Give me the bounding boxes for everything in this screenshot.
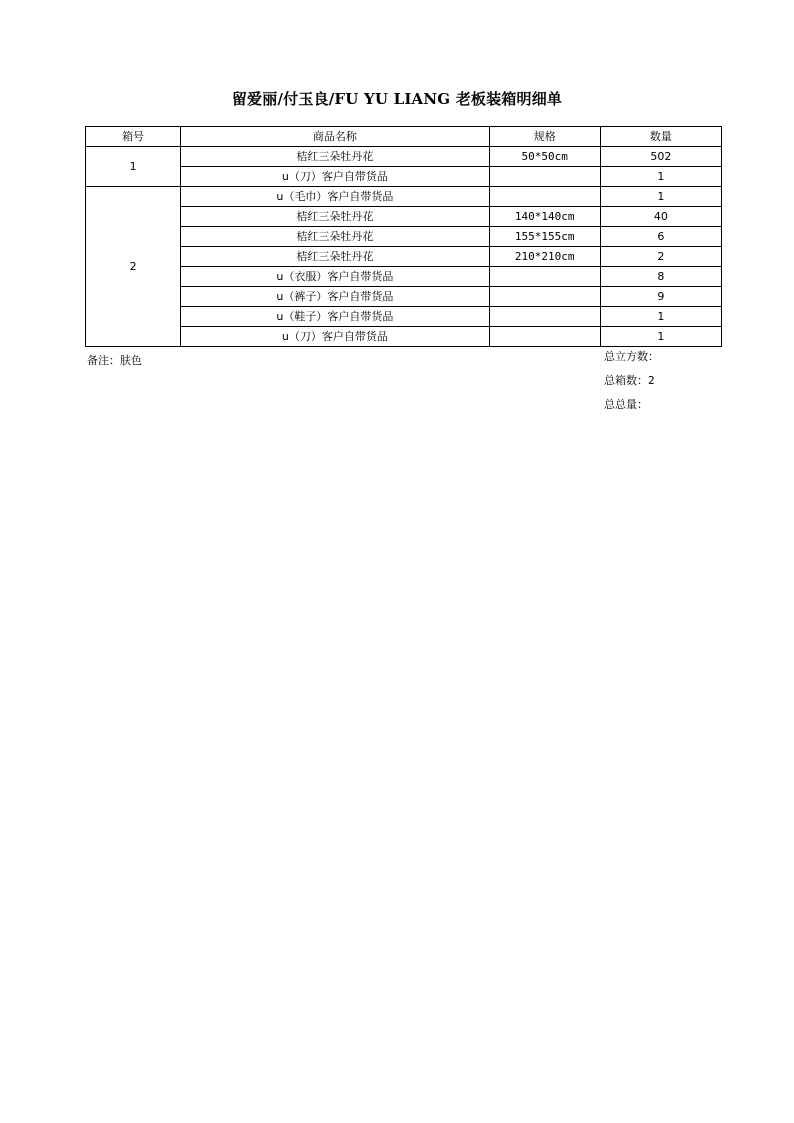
quantity-cell: 40 [600,207,721,227]
remark-label: 备注： [87,354,120,367]
total-boxes [604,374,659,398]
product-name-cell: u（毛巾）客户自带货品 [181,187,489,207]
product-name-cell: u（刀）客户自带货品 [181,327,489,347]
product-name-cell: u（衣服）客户自带货品 [181,267,489,287]
table-row [86,207,722,227]
quantity-cell: 1 [600,167,721,187]
table-row [86,307,722,327]
total-boxes-label: 总箱数： [604,374,648,387]
table-row [86,327,722,347]
quantity-cell: 9 [600,287,721,307]
table-row [86,187,722,207]
quantity-cell: 1 [600,187,721,207]
table-row [86,247,722,267]
quantity-cell: 2 [600,247,721,267]
table-row [86,227,722,247]
quantity-cell: 1 [600,307,721,327]
product-name-cell: 桔红三朵牡丹花 [181,147,489,167]
quantity-cell: 6 [600,227,721,247]
box-number-cell: 2 [86,187,181,347]
total-volume-label: 总立方数： [604,350,659,363]
spec-cell: 210*210cm [489,247,600,267]
remark [87,352,142,368]
quantity-cell: 8 [600,267,721,287]
spec-cell: 50*50cm [489,147,600,167]
table-row [86,287,722,307]
box-number-cell: 1 [86,147,181,187]
table-row [86,147,722,167]
packing-table [85,126,722,347]
product-name-cell: u（鞋子）客户自带货品 [181,307,489,327]
spec-cell [489,307,600,327]
header-specification: 规格 [489,127,600,147]
table-body [86,147,722,347]
total-volume [604,350,659,374]
quantity-cell: 1 [600,327,721,347]
header-box-number: 箱号 [86,127,181,147]
table-row [86,167,722,187]
product-name-cell: 桔红三朵牡丹花 [181,227,489,247]
document-title: 留爱丽/付玉良/FU YU LIANG 老板装箱明细单 [231,90,563,108]
spec-cell [489,267,600,287]
table-row [86,267,722,287]
table-header-row [86,127,722,147]
quantity-cell: 502 [600,147,721,167]
total-weight-label: 总总量： [604,398,648,411]
product-name-cell: 桔红三朵牡丹花 [181,207,489,227]
header-product-name: 商品名称 [181,127,489,147]
total-weight [604,398,659,422]
header-quantity: 数量 [600,127,721,147]
product-name-cell: u（裤子）客户自带货品 [181,287,489,307]
product-name-cell: u（刀）客户自带货品 [181,167,489,187]
spec-cell [489,327,600,347]
spec-cell: 155*155cm [489,227,600,247]
spec-cell [489,167,600,187]
spec-cell: 140*140cm [489,207,600,227]
total-boxes-value: 2 [648,374,655,387]
spec-cell [489,187,600,207]
remark-value: 肤色 [120,354,142,367]
product-name-cell: 桔红三朵牡丹花 [181,247,489,267]
totals-summary [604,350,659,422]
spec-cell [489,287,600,307]
